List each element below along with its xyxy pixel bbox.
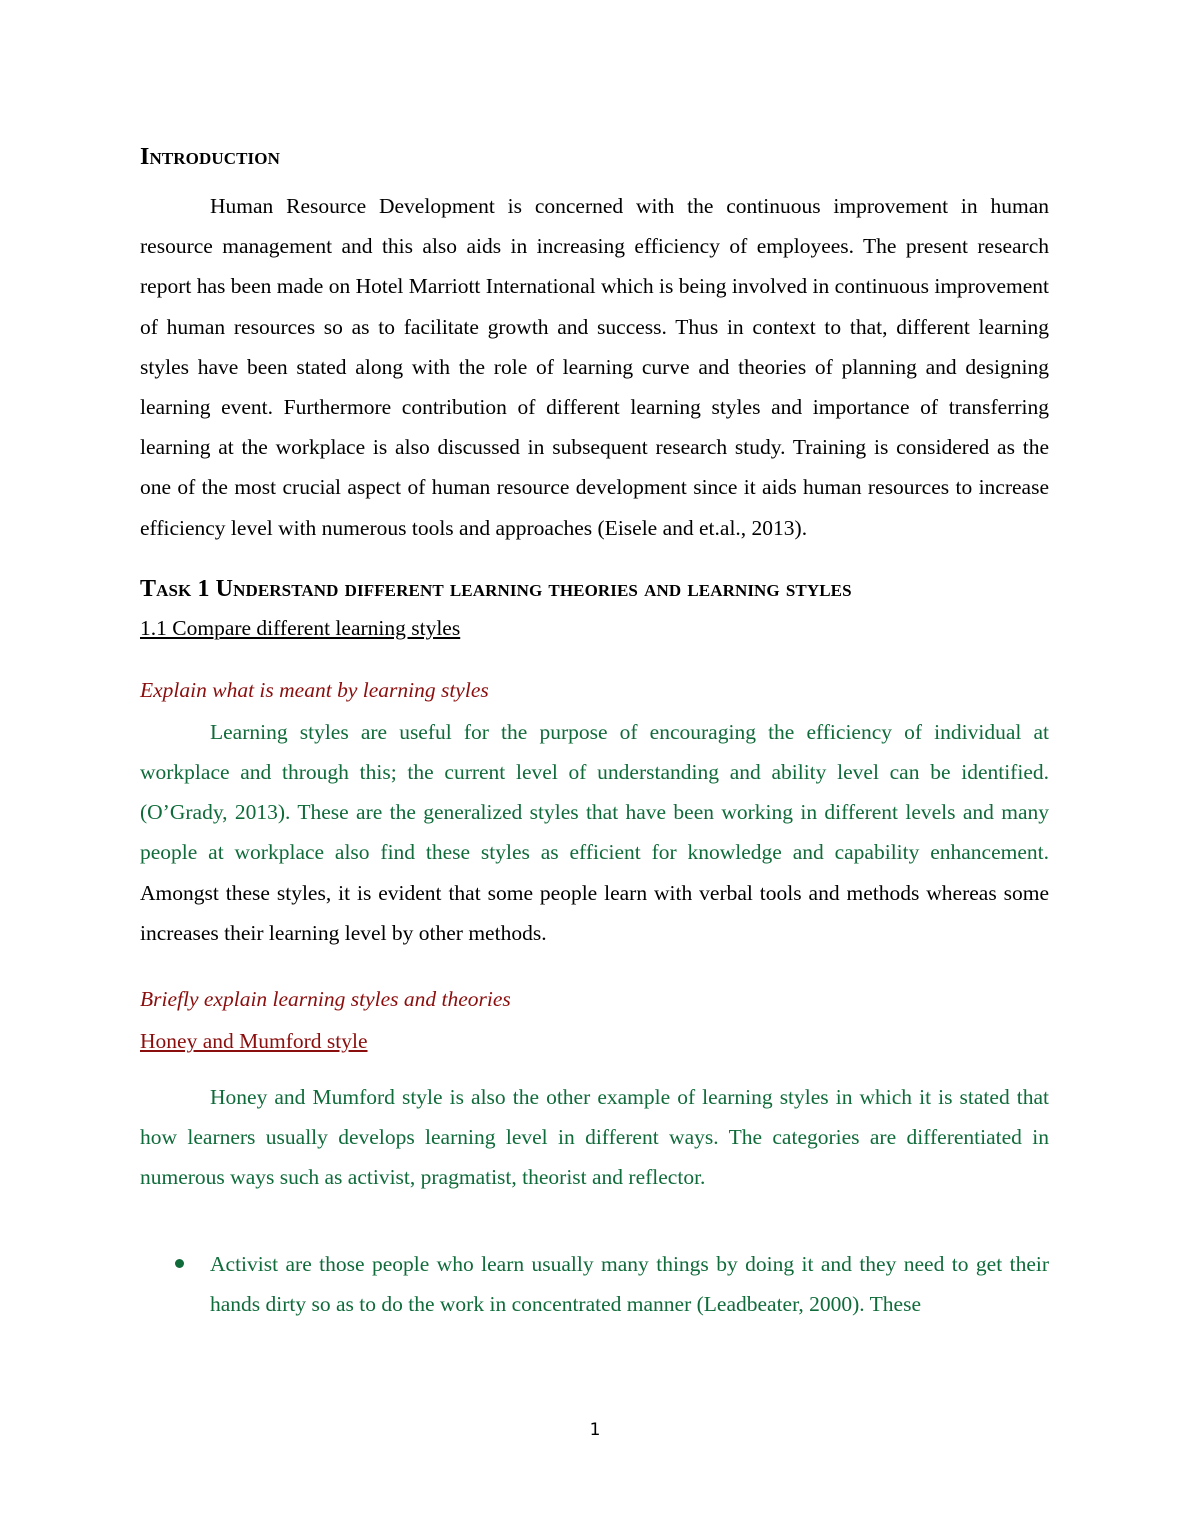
- page-content: [140, 138, 1049, 1324]
- learner-types-list: [140, 1244, 1049, 1324]
- learning-styles-paragraph: [140, 712, 1049, 953]
- page-number: 1: [589, 1420, 601, 1440]
- honey-mumford-paragraph: Honey and Mumford style is also the other example of learning styles in which it is stated that how learners usually develops learning level in different ways. The categories are differentiated in numerous ways such as activist, pragmatist, theorist and reflector.: [140, 1085, 1049, 1190]
- introduction-heading: Introduction: [140, 144, 280, 170]
- learning-styles-text-green: Learning styles are useful for the purpose of encouraging the efficiency of individual at workplace and through this; the current level of understanding and ability level can be identified. (O’Grady, 2013). These are the generalized styles that have been working in different levels and many people at workplace also find these styles as efficient for knowledge and capability enhancement.: [140, 719, 1049, 865]
- introduction-paragraph: Human Resource Development is concerned with the continuous improvement in human resource management and this also aids in increasing efficiency of employees. The present research report has been made on Hotel Marriott International which is being involved in continuous improvement of human resources so as to facilitate growth and success. Thus in context to that, different learning styles have been stated along with the role of learning curve and theories of planning and designing learning event. Furthermore contribution of different learning styles and importance of transferring learning at the workplace is also discussed in subsequent research study. Training is considered as the one of the most crucial aspect of human resource development since it aids human resources to increase efficiency level with numerous tools and approaches (Eisele and et.al., 2013).: [140, 194, 1049, 540]
- list-item: [140, 1244, 1049, 1324]
- bullet-text-activist: Activist are those people who learn usually many things by doing it and they need to get their hands dirty so as to do the work in concentrated manner (Leadbeater, 2000). These: [210, 1251, 1049, 1316]
- learning-styles-text-black: Amongst these styles, it is evident that some people learn with verbal tools and methods whereas some increases their learning level by other methods.: [140, 880, 1049, 945]
- task1-heading: Task 1 Understand different learning theories and learning styles: [140, 575, 852, 602]
- question-learning-styles: Explain what is meant by learning styles: [140, 677, 489, 702]
- section-1-1-heading: 1.1 Compare different learning styles: [140, 615, 461, 640]
- bullet-icon: [175, 1259, 184, 1268]
- question-styles-theories: Briefly explain learning styles and theories: [140, 987, 511, 1012]
- honey-mumford-heading: Honey and Mumford style: [140, 1029, 368, 1054]
